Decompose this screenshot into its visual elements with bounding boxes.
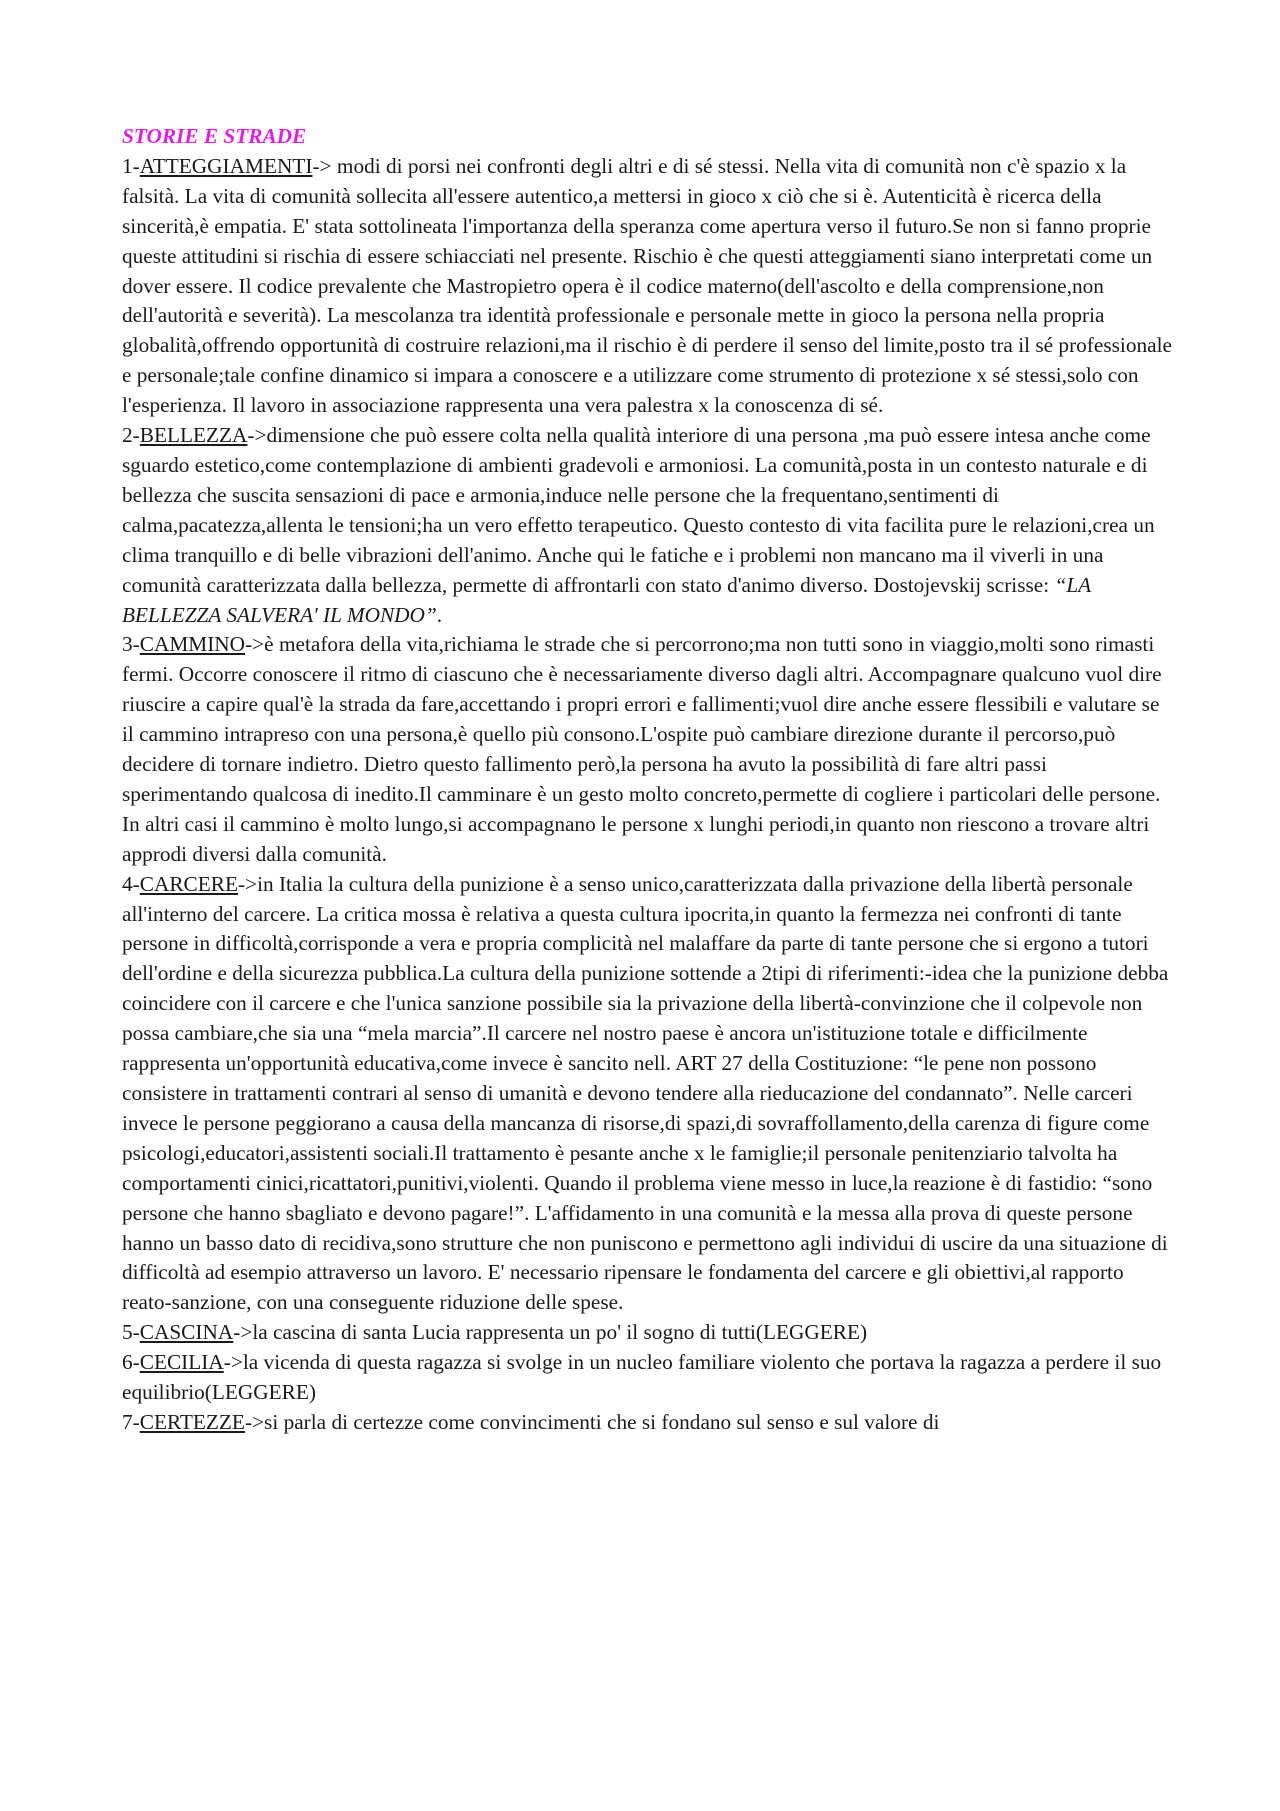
document-body [122,122,1172,1438]
entry-certezze [122,1408,1172,1438]
entry-number: 2- [122,423,140,448]
entry-number: 6- [122,1350,140,1375]
entry-number: 4- [122,871,140,896]
entry-keyword: BELLEZZA [139,423,248,448]
entry-cascina [122,1318,1172,1348]
entry-atteggiamenti [122,152,1172,421]
entry-keyword: ATTEGGIAMENTI [139,153,313,178]
entry-keyword: CAMMINO [139,632,246,657]
document-title: STORIE E STRADE [122,124,307,148]
entry-keyword: CERTEZZE [139,1409,245,1434]
entry-number: 1- [122,153,140,178]
entry-cammino [122,630,1172,869]
entry-cecilia [122,1348,1172,1408]
entry-text: ->la cascina di santa Lucia rappresenta un po' il sogno di tutti(LEGGERE) [233,1320,868,1345]
entry-text: ->è metafora della vita,richiama le strade che si percorrono;ma non tutti sono in viaggio,molti sono rimasti fermi. Occorre conoscere il ritmo di ciascuno che è necessariamente diverso dagli altri. Accompagnare qualcuno vuol dire riuscire a capire qual'è la strada da fare,accettando i propri errori e fallimenti;vuol dire anche essere flessibili e valutare se il cammino intrapreso con una persona,è quello più consono.L'ospite può cambiare direzione durante il percorso,può decidere di tornare indietro. Dietro questo fallimento però,la persona ha avuto la possibilità di fare altri passi sperimentando qualcosa di inedito.Il camminare è un gesto molto concreto,permette di cogliere i particolari delle persone. In altri casi il cammino è molto lungo,si accompagnano le persone x lunghi periodi,in quanto non riescono a trovare altri approdi diversi dalla comunità. [122,632,1162,866]
entry-text: ->in Italia la cultura della punizione è a senso unico,caratterizzata dalla privazione della libertà personale all'interno del carcere. La critica mossa è relativa a questa cultura ipocrita,in quanto la fermezza nei confronti di tante persone in difficoltà,corrisponde a vera e propria complicità nel malaffare da parte di tante persone che si ergono a tutori dell'ordine e della sicurezza pubblica.La cultura della punizione sottende a 2tipi di riferimenti:-idea che la punizione debba coincidere con il carcere e che l'unica sanzione possibile sia la privazione della libertà-convinzione che il colpevole non possa cambiare,che sia una “mela marcia”.Il carcere nel nostro paese è ancora un'istituzione totale e difficilmente rappresenta un'opportunità educativa,come invece è sancito nell. ART 27 della Costituzione: “le pene non possono consistere in trattamenti contrari al senso di umanità e devono tendere alla rieducazione del condannato”. Nelle carceri invece le persone peggiorano a causa della mancanza di risorse,di spazi,di sovraffollamento,della carenza di figure come psicologi,educatori,assistenti sociali.Il trattamento è pesante anche x le famiglie;il personale penitenziario talvolta ha comportamenti cinici,ricattatori,punitivi,violenti. Quando il problema viene messo in luce,la reazione è di fastidio: “sono persone che hanno sbagliato e devono pagare!”. L'affidamento in una comunità e la messa alla prova di queste persone hanno un basso dato di recidiva,sono strutture che non puniscono e permettono agli individui di uscire da una situazione di difficoltà ad esempio attraverso un lavoro. E' necessario ripensare le fondamenta del carcere e gli obiettivi,al rapporto reato-sanzione, con una conseguente riduzione delle spese. [122,871,1169,1315]
entry-keyword: CARCERE [139,871,238,896]
entry-keyword: CASCINA [139,1320,234,1345]
entry-carcere [122,870,1172,1319]
entry-number: 7- [122,1409,140,1434]
entry-text: ->si parla di certezze come convincimenti che si fondano sul senso e sul valore di [244,1409,940,1434]
entry-text: ->la vicenda di questa ragazza si svolge in un nucleo familiare violento che portava la ragazza a perdere il suo equilibrio(LEGGERE) [122,1350,1162,1405]
entry-text-end: . [436,602,443,627]
entry-number: 3- [122,632,140,657]
entry-number: 5- [122,1320,140,1345]
entry-keyword: CECILIA [139,1350,224,1375]
entry-text: -> modi di porsi nei confronti degli altri e di sé stessi. Nella vita di comunità non c'è spazio x la falsità. La vita di comunità sollecita all'essere autentico,a mettersi in gioco x ciò che si è. Autenticità è ricerca della sincerità,è empatia. E' stata sottolineata l'importanza della speranza come apertura verso il futuro.Se non si fanno proprie queste attitudini si rischia di essere schiacciati nel presente. Rischio è che questi atteggiamenti siano interpretati come un dover essere. Il codice prevalente che Mastropietro opera è il codice materno(dell'ascolto e della comprensione,non dell'autorità e severità). La mescolanza tra identità professionale e personale mette in gioco la persona nella propria globalità,offrendo opportunità di costruire relazioni,ma il rischio è di perdere il senso del limite,posto tra il sé professionale e personale;tale confine dinamico si impara a conoscere e a utilizzare come strumento di protezione x sé stessi,solo con l'esperienza. Il lavoro in associazione rappresenta una vera palestra x la conoscenza di sé. [122,153,1172,418]
entry-text: ->dimensione che può essere colta nella qualità interiore di una persona ,ma può essere intesa anche come sguardo estetico,come contemplazione di ambienti gradevoli e armoniosi. La comunità,posta in un contesto naturale e di bellezza che suscita sensazioni di pace e armonia,induce nelle persone che la frequentano,sentimenti di calma,pacatezza,allenta le tensioni;ha un vero effetto terapeutico. Questo contesto di vita facilita pure le relazioni,crea un clima tranquillo e di belle vibrazioni dell'animo. Anche qui le fatiche e i problemi non mancano ma il viverli in una comunità caratterizzata dalla bellezza, permette di affrontarli con stato d'animo diverso. Dostojevskij scrisse: [122,423,1155,597]
entry-bellezza [122,421,1172,630]
entry-quote: “LA BELLEZZA SALVERA' IL MONDO” [122,572,1091,627]
